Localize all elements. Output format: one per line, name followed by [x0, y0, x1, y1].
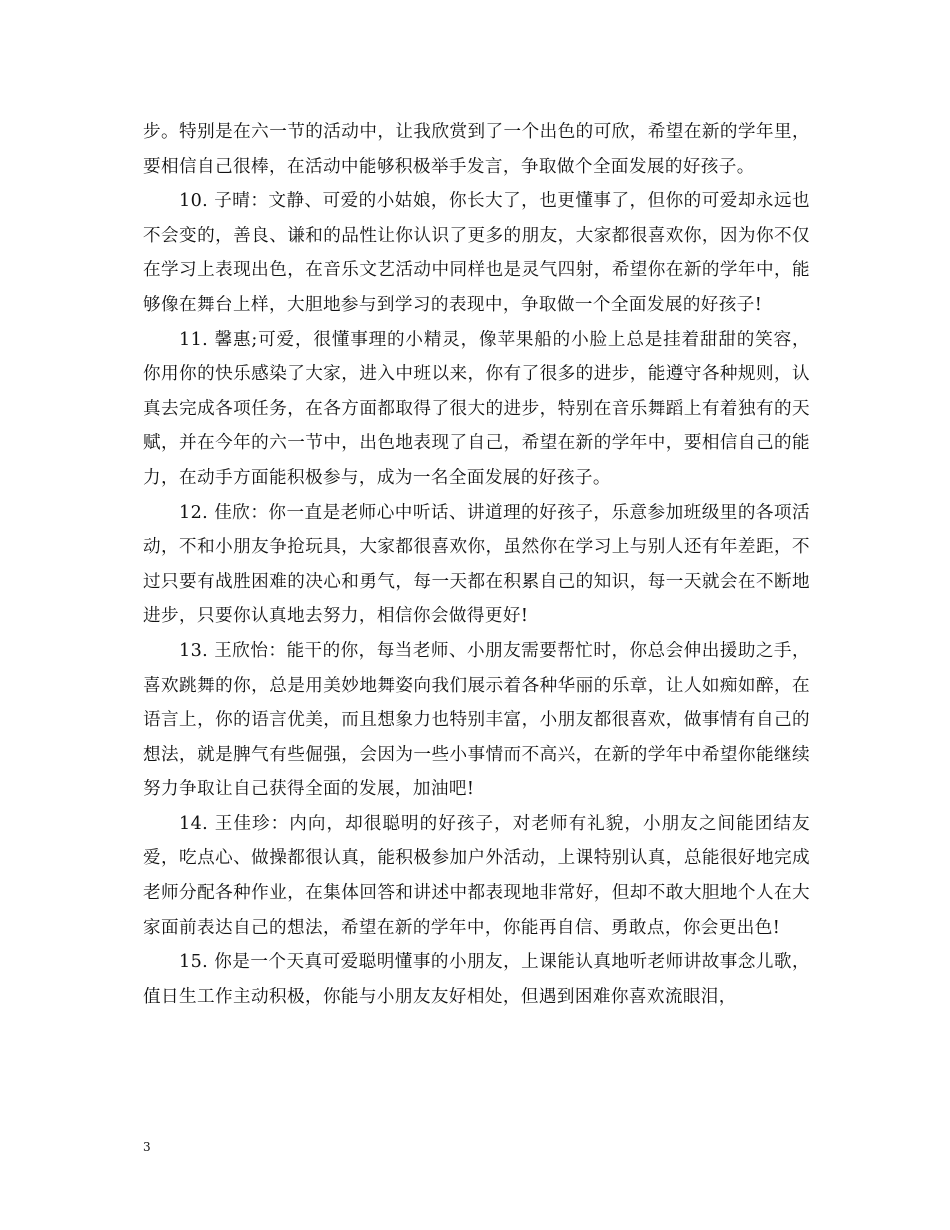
paragraph-item-11: 11. 馨惠;可爱，很懂事理的小精灵，像苹果船的小脸上总是挂着甜甜的笑容，你用你的快乐感染了大家，进入中班以来，你有了很多的进步，能遵守各种规则，认真去完成各项任务，在各方面都取得了很大的进步，特别在音乐舞蹈上有着独有的天赋，并在今年的六一节中，出色地表现了自己，希望在新的学年中，要相信自己的能力，在动手方面能积极参与，成为一名全面发展的好孩子。	[143, 329, 810, 488]
paragraph-item-15: 15. 你是一个天真可爱聪明懂事的小朋友，上课能认真地听老师讲故事念儿歌，值日生工作主动积极，你能与小朋友友好相处，但遇到困难你喜欢流眼泪，	[143, 952, 810, 1007]
paragraph-item-14: 14. 王佳珍：内向，却很聪明的好孩子，对老师有礼貌，小朋友之间能团结友爱，吃点心、做操都很认真，能积极参加户外活动，上课特别认真，总能很好地完成老师分配各种作业，在集体回答和讲述中都表现地非常好，但却不敢大胆地个人在大家面前表达自己的想法，希望在新的学年中，你能再自信、勇敢点，你会更出色!	[143, 813, 810, 938]
paragraph-continuation: 步。特别是在六一节的活动中，让我欣赏到了一个出色的可欣，希望在新的学年里，要相信自己很棒，在活动中能够积极举手发言，争取做个全面发展的好孩子。	[143, 122, 810, 177]
paragraph-item-10: 10. 子晴：文静、可爱的小姑娘，你长大了，也更懂事了，但你的可爱却永远也不会变的，善良、谦和的品性让你认识了更多的朋友，大家都很喜欢你，因为你不仅在学习上表现出色，在音乐文艺活动中同样也是灵气四射，希望你在新的学年中，能够像在舞台上样，大胆地参与到学习的表现中，争取做一个全面发展的好孩子!	[143, 191, 810, 315]
page-body	[143, 115, 810, 1014]
page-number: 3	[143, 1140, 151, 1154]
paragraph-item-13: 13. 王欣怡：能干的你，每当老师、小朋友需要帮忙时，你总会伸出援助之手，喜欢跳舞的你，总是用美妙地舞姿向我们展示着各种华丽的乐章，让人如痴如醉，在语言上，你的语言优美，而且想象力也特别丰富，小朋友都很喜欢，做事情有自己的想法，就是脾气有些倔强，会因为一些小事情而不高兴，在新的学年中希望你能继续努力争取让自己获得全面的发展，加油吧!	[143, 640, 810, 800]
paragraph-item-12: 12. 佳欣：你一直是老师心中听话、讲道理的好孩子，乐意参加班级里的各项活动，不和小朋友争抢玩具，大家都很喜欢你，虽然你在学习上与别人还有年差距，不过只要有战胜困难的决心和勇气，每一天都在积累自己的知识，每一天就会在不断地进步，只要你认真地去努力，相信你会做得更好!	[143, 502, 810, 627]
